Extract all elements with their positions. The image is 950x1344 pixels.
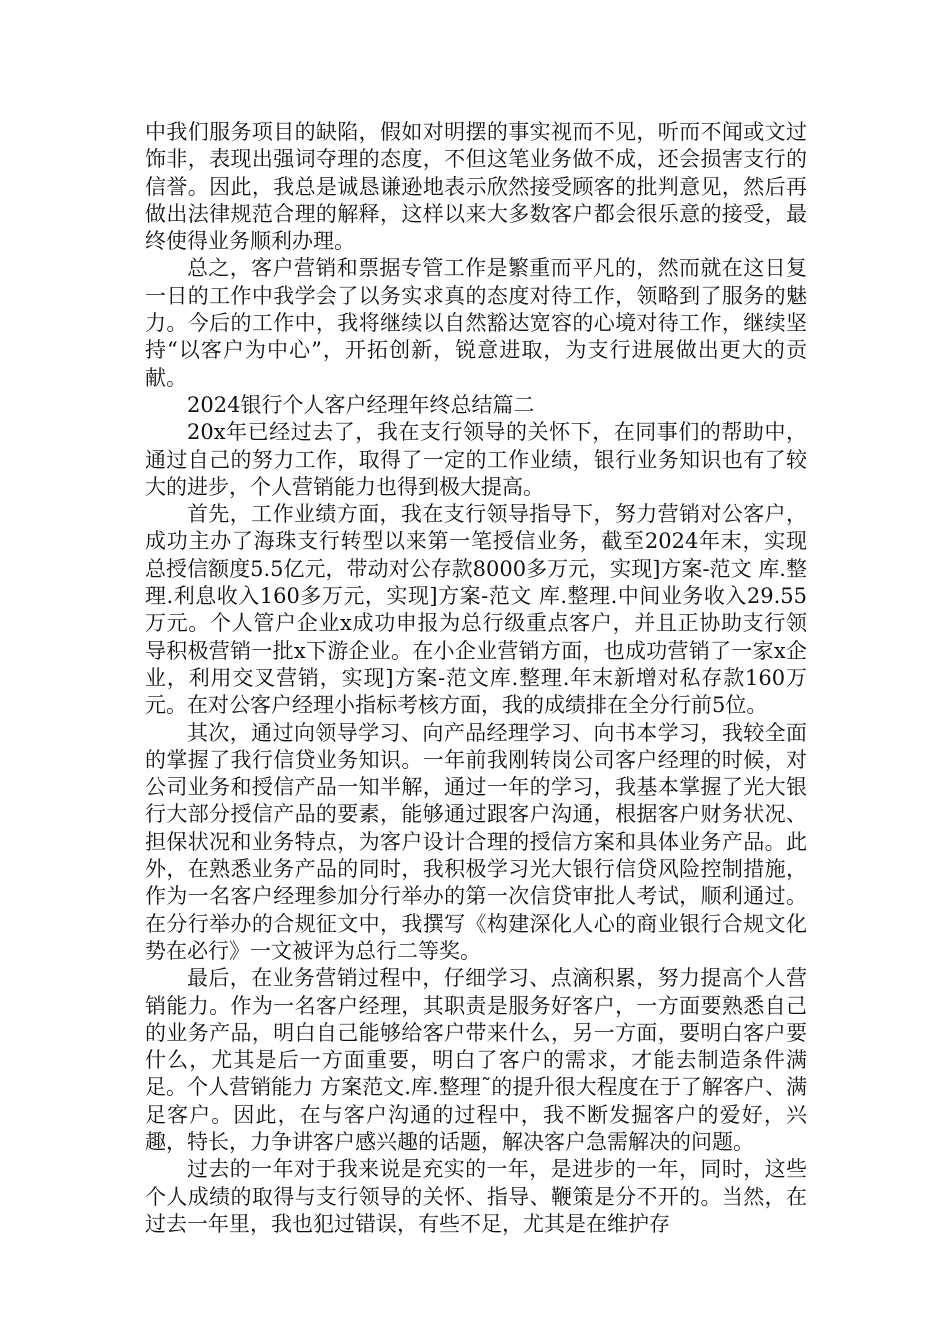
paragraph: 最后，在业务营销过程中，仔细学习、点滴积累，努力提高个人营销能力。作为一名客户经理，其职责是服务好客户，一方面要熟悉自己的业务产品，明白自己能够给客户带来什么，另一方面，要明白客户要什么，尤其是后一方面重要，明白了客户的需求，才能去制造条件满足。个人营销能力 方案范文.库.整理˜的提升很大程度在于了解客户、满足客户。因此，在与客户沟通的过程中，我不断发掘客户的爱好，兴趣，特长，力争讲客户感兴趣的话题，解决客户急需解决的问题。 [145, 966, 807, 1154]
paragraph: 首先，工作业绩方面，我在支行领导指导下，努力营销对公客户，成功主办了海珠支行转型以来第一笔授信业务，截至2024年末，实现总授信额度5.5亿元，带动对公存款8000多万元，实现]方案-范文 库.整理.利息收入160多万元，实现]方案-范文 库.整理.中间业务收入29.55万元。个人管户企业x成功申报为总行级重点客户，并且正协助支行领导积极营销一批x下游企业。在小企业营销方面，也成功营销了一家x企业，利用交叉营销，实现]方案-范文库.整理.年末新增对私存款160万元。在对公客户经理小指标考核方面，我的成绩排在全分行前5位。 [145, 502, 807, 718]
paragraph: 中我们服务项目的缺陷，假如对明摆的事实视而不见，听而不闻或文过饰非，表现出强词夺理的态度，不但这笔业务做不成，还会损害支行的信誉。因此，我总是诚恳谦逊地表示欣然接受顾客的批判意见，然后再做出法律规范合理的解释，这样以来大多数客户都会很乐意的接受，最终使得业务顺利办理。 [145, 120, 807, 254]
section-heading: 2024银行个人客户经理年终总结篇二 [187, 392, 535, 417]
paragraph: 其次，通过向领导学习、向产品经理学习、向书本学习，我较全面的掌握了我行信贷业务知识。一年前我刚转岗公司客户经理的时候，对公司业务和授信产品一知半解，通过一年的学习，我基本掌握了光大银行大部分授信产品的要素，能够通过跟客户沟通，根据客户财务状况、担保状况和业务特点，为客户设计合理的授信方案和具体业务产品。此外，在熟悉业务产品的同时，我积极学习光大银行信贷风险控制措施，作为一名客户经理参加分行举办的第一次信贷审批人考试，顺利通过。在分行举办的合规征文中，我撰写《构建深化人心的商业银行合规文化势在必行》一文被评为总行二等奖。 [145, 720, 807, 963]
paragraph: 总之，客户营销和票据专管工作是繁重而平凡的，然而就在这日复一日的工作中我学会了以务实求真的态度对待工作，领略到了服务的魅力。今后的工作中，我将继续以自然豁达宽容的心境对待工作，继续坚持“以客户为中心”，开拓创新，锐意进取，为支行进展做出更大的贡献。 [145, 256, 807, 390]
paragraph: 20x年已经过去了，我在支行领导的关怀下，在同事们的帮助中，通过自己的努力工作，取得了一定的工作业绩，银行业务知识也有了较大的进步，个人营销能力也得到极大提高。 [145, 420, 807, 499]
paragraph: 过去的一年对于我来说是充实的一年，是进步的一年，同时，这些个人成绩的取得与支行领导的关怀、指导、鞭策是分不开的。当然，在过去一年里，我也犯过错误，有些不足，尤其是在维护存 [145, 1157, 807, 1236]
document-body [145, 119, 807, 1238]
